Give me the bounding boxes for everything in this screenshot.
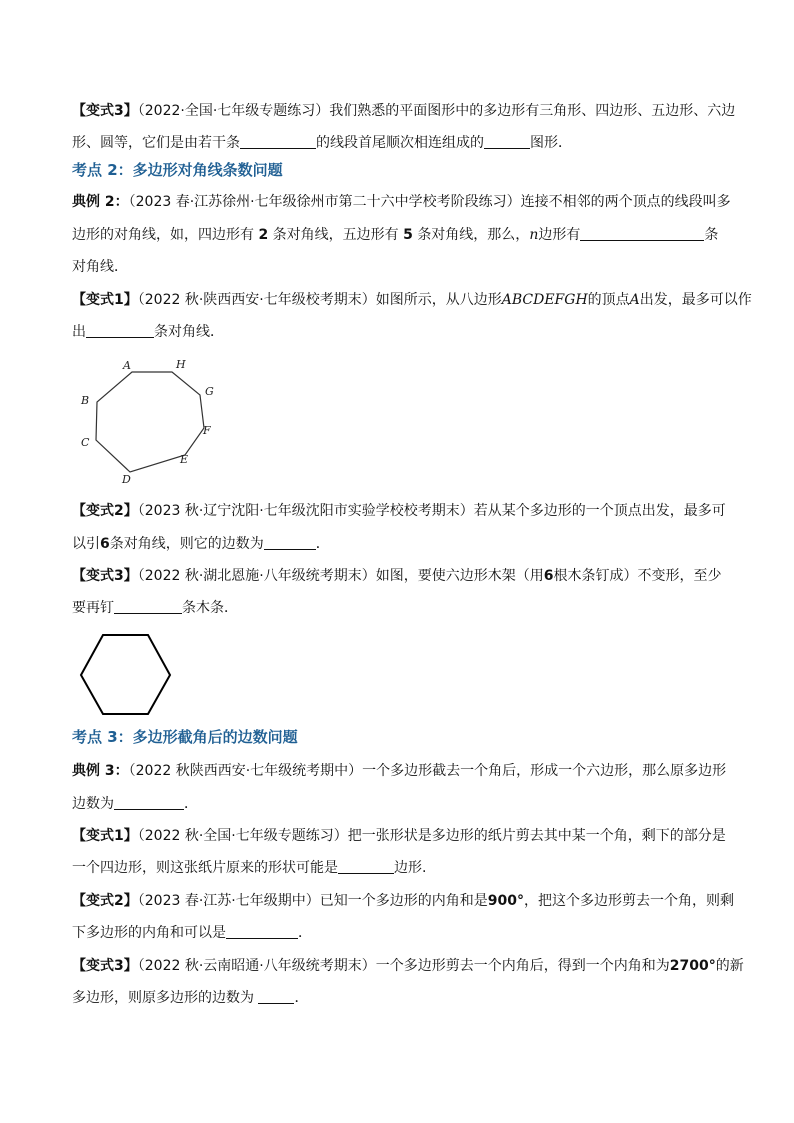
vertex-label-C: C	[81, 436, 90, 449]
variant3-line1: 【变式3】（2022 秋·湖北恩施·八年级统考期末）如图，要使六边形木架（用6根木条钉成）不变形，至少	[72, 568, 722, 584]
example2-line2: 边形的对角线，如，四边形有 2 条对角线，五边形有 5 条对角线，那么，n边形有 条	[72, 227, 719, 243]
answer-blank[interactable]	[240, 134, 316, 149]
answer-blank[interactable]	[258, 989, 294, 1004]
answer-blank[interactable]	[580, 226, 704, 241]
variant3-intro-line1: 【变式3】（2022·全国·七年级专题练习）我们熟悉的平面图形中的多边形有三角形、四边形、五边形、六边	[72, 103, 736, 119]
answer-blank[interactable]	[264, 535, 316, 550]
vertex-label-D: D	[122, 473, 131, 486]
octagon-figure	[72, 350, 232, 490]
answer-blank[interactable]	[114, 599, 182, 614]
example3-line1: 典例 3：（2022 秋陕西西安·七年级统考期中）一个多边形截去一个角后，形成一个六边形，那么原多边形	[72, 763, 727, 779]
answer-blank[interactable]	[226, 924, 298, 939]
variant2-line1: 【变式2】（2023 秋·辽宁沈阳·七年级沈阳市实验学校校考期末）若从某个多边形的一个顶点出发，最多可	[72, 503, 726, 519]
w1-line1: 【变式1】（2022 秋·全国·七年级专题练习）把一张形状是多边形的纸片剪去其中某一个角，剩下的部分是	[72, 828, 726, 844]
answer-blank[interactable]	[338, 859, 394, 874]
vertex-label-F: F	[203, 424, 211, 437]
variant3-intro-line2: 形、圆等，它们是由若干条 的线段首尾顺次相连组成的 图形．	[72, 135, 572, 151]
example2-line1: 典例 2：（2023 春·江苏徐州·七年级徐州市第二十六中学校考阶段练习）连接不相邻的两个顶点的线段叫多	[72, 194, 731, 210]
w3-line2: 多边形，则原多边形的边数为 ．	[72, 990, 309, 1006]
answer-blank[interactable]	[114, 795, 184, 810]
answer-blank[interactable]	[484, 134, 530, 149]
variant2-line2: 以引6条对角线，则它的边数为 ．	[72, 536, 330, 552]
hexagon-shape	[81, 635, 170, 714]
vertex-label-B: B	[81, 394, 90, 407]
hexagon-figure	[78, 630, 174, 720]
variant1-line2: 出 条对角线．	[72, 324, 224, 340]
w2-line2: 下多边形的内角和可以是 ．	[72, 925, 312, 941]
example3-line2: 边数为 ．	[72, 796, 198, 812]
section-heading-2: 考点 2：多边形对角线条数问题	[72, 161, 283, 179]
vertex-label-G: G	[205, 385, 214, 398]
w2-line1: 【变式2】（2023 春·江苏·七年级期中）已知一个多边形的内角和是900°，把这个多边形剪去一个角，则剩	[72, 893, 734, 909]
variant3-line2: 要再钉 条木条．	[72, 600, 238, 616]
w1-line2: 一个四边形，则这张纸片原来的形状可能是 边形.	[72, 860, 427, 876]
section-heading-3: 考点 3：多边形截角后的边数问题	[72, 728, 298, 746]
variant1-line1: 【变式1】（2022 秋·陕西西安·七年级校考期末）如图所示，从八边形ABCDEFGH的顶点A出发，最多可以作	[72, 292, 752, 308]
vertex-label-E: E	[180, 453, 189, 466]
vertex-label-A: A	[123, 359, 131, 372]
vertex-label-H: H	[176, 358, 186, 371]
example2-line3: 对角线．	[72, 259, 128, 275]
w3-line1: 【变式3】（2022 秋·云南昭通·八年级统考期末）一个多边形剪去一个内角后，得到一个内角和为2700°的新	[72, 958, 744, 974]
answer-blank[interactable]	[86, 323, 154, 338]
